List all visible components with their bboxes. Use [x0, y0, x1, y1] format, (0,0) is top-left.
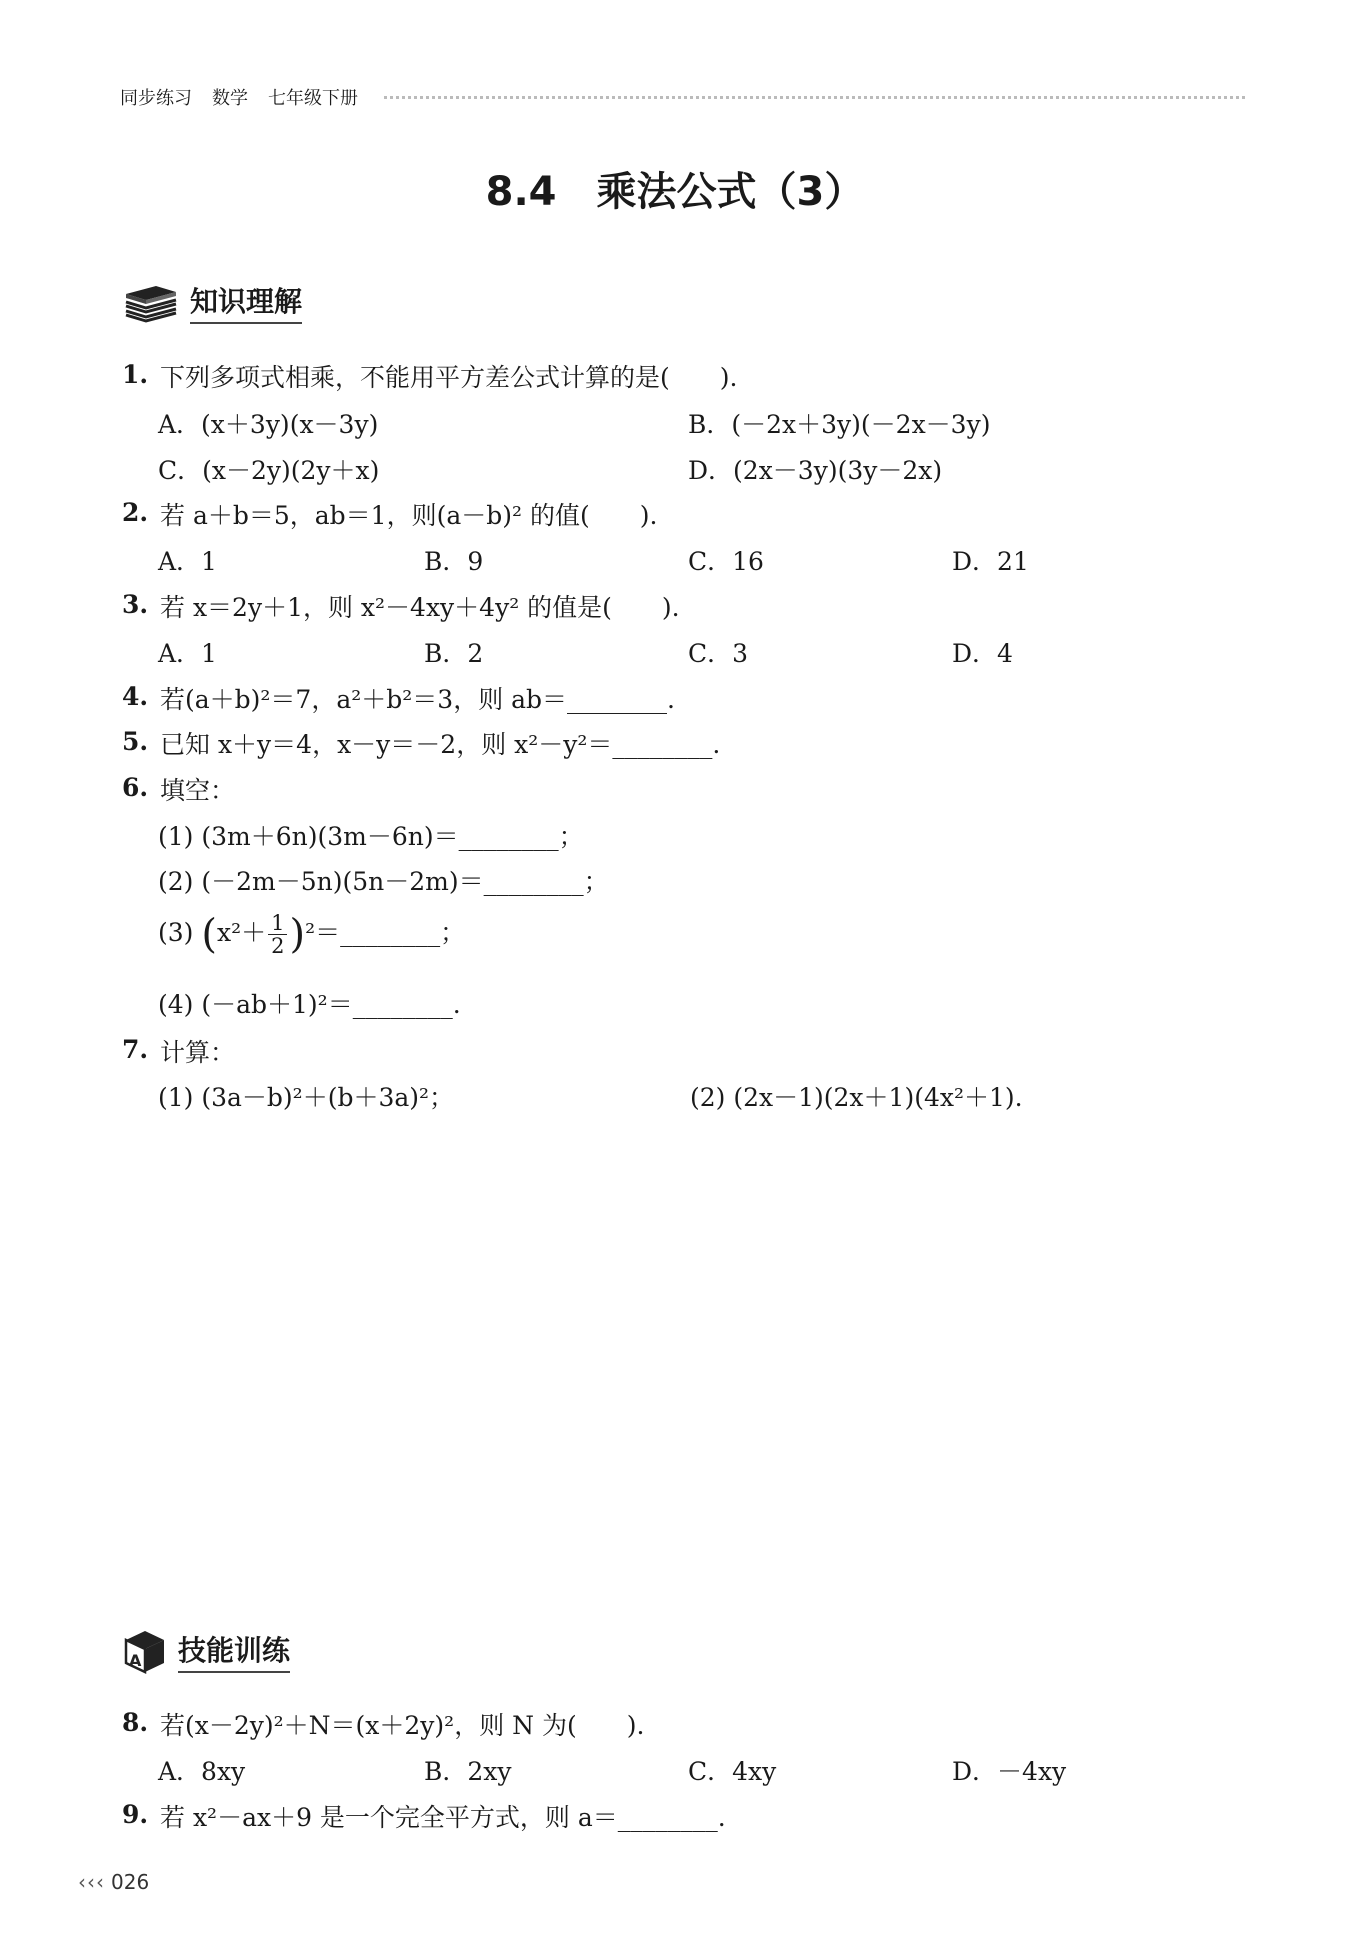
q6-part-3-open-paren: ( [201, 911, 217, 958]
chevrons-left-icon: ‹‹‹ [78, 1870, 105, 1894]
q8-stem: 若(x－2y)²＋N＝(x＋2y)²，则 N 为( ). [160, 1711, 645, 1740]
header-grade: 七年级下册 [268, 88, 358, 109]
page-title: 8.4 乘法公式（3） [485, 169, 865, 215]
q6-part-3-fraction [268, 912, 287, 957]
q2-option-c: C．16 [688, 547, 764, 576]
q7-part-2: (2) (2x－1)(2x＋1)(4x²＋1). [690, 1083, 1023, 1112]
q3-option-b: B．2 [424, 639, 484, 668]
q8-option-d: D．－4xy [952, 1757, 1067, 1786]
q2-option-a: A．1 [158, 547, 217, 576]
fraction-denominator: 2 [271, 934, 285, 959]
q1-stem: 下列多项式相乘，不能用平方差公式计算的是( ). [160, 363, 738, 392]
q3-number: 3. [122, 590, 149, 619]
q7-number: 7. [122, 1035, 149, 1064]
q8-number: 8. [122, 1708, 149, 1737]
q3-option-a: A．1 [158, 639, 217, 668]
q6-part-3-close-paren: ) [289, 911, 306, 958]
q3-option-d: D．4 [952, 639, 1013, 668]
header-dotted-rule [384, 96, 1245, 99]
cube-a-icon [122, 1628, 168, 1674]
q7-stem: 计算： [160, 1038, 236, 1067]
header-subject: 数学 [212, 88, 248, 109]
q6-part-4: (4) (－ab＋1)²＝________. [158, 990, 461, 1019]
q2-option-b: B．9 [424, 547, 484, 576]
q4-stem: 若(a＋b)²＝7，a²＋b²＝3，则 ab＝________. [160, 685, 676, 714]
svg-text:A: A [129, 1651, 142, 1670]
q4-number: 4. [122, 682, 149, 711]
q6-number: 6. [122, 773, 149, 802]
q8-option-a: A．8xy [158, 1757, 246, 1786]
page-header [120, 84, 1245, 110]
q1-option-c: C．(x－2y)(2y＋x) [158, 456, 380, 485]
fraction-numerator: 1 [268, 912, 287, 935]
q6-part-1: (1) (3m＋6n)(3m－6n)＝________； [158, 822, 584, 851]
q6-part-3 [158, 912, 465, 957]
q1-option-a: A．(x＋3y)(x－3y) [158, 410, 379, 439]
q6-part-2: (2) (－2m－5n)(5n－2m)＝________； [158, 867, 609, 896]
q9-number: 9. [122, 1800, 149, 1829]
header-book: 同步练习 [120, 88, 192, 109]
section-skills-label: 技能训练 [178, 1629, 290, 1673]
q6-part-3-suffix: ²＝________； [305, 918, 466, 948]
section-skills [122, 1628, 290, 1674]
q5-number: 5. [122, 727, 149, 756]
q1-option-b: B．(－2x＋3y)(－2x－3y) [688, 410, 991, 439]
q3-stem: 若 x＝2y＋1，则 x²－4xy＋4y² 的值是( ). [160, 593, 680, 622]
q2-number: 2. [122, 498, 149, 527]
q2-stem: 若 a＋b＝5，ab＝1，则(a－b)² 的值( ). [160, 501, 658, 530]
q2-option-d: D．21 [952, 547, 1029, 576]
page-footer [78, 1870, 149, 1894]
q6-part-3-prefix: (3) [158, 918, 202, 948]
q6-stem: 填空： [160, 776, 236, 805]
q7-part-1: (1) (3a－b)²＋(b＋3a)²； [158, 1083, 455, 1112]
q3-option-c: C．3 [688, 639, 749, 668]
section-knowledge [122, 280, 302, 324]
q1-number: 1. [122, 360, 149, 389]
section-knowledge-label: 知识理解 [190, 280, 302, 324]
q8-option-c: C．4xy [688, 1757, 777, 1786]
q8-option-b: B．2xy [424, 1757, 512, 1786]
q5-stem: 已知 x＋y＝4，x－y＝－2，则 x²－y²＝________. [160, 730, 721, 759]
page-number: 026 [111, 1870, 150, 1894]
books-icon [122, 280, 180, 324]
q6-part-3-term: x²＋ [216, 918, 267, 948]
q1-option-d: D．(2x－3y)(3y－2x) [688, 456, 943, 485]
q9-stem: 若 x²－ax＋9 是一个完全平方式，则 a＝________. [160, 1803, 726, 1832]
